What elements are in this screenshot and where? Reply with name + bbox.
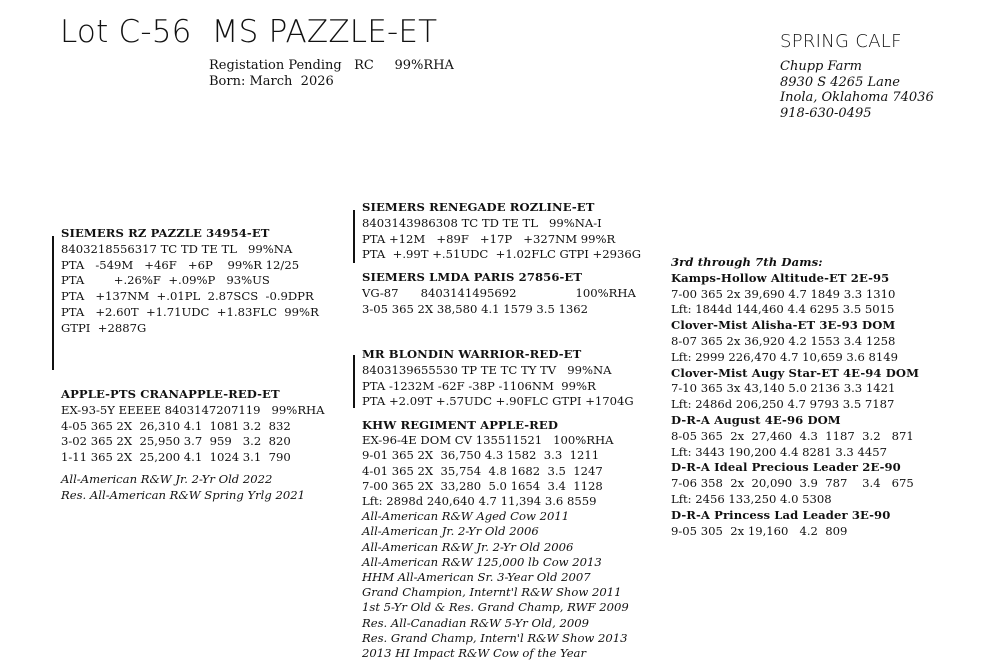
ancestor-dam-name: D-R-A Ideal Precious Leader 2E-90 — [671, 460, 901, 475]
ancestor-dam-name: Clover-Mist Augy Star-ET 4E-94 DOM — [671, 365, 920, 380]
dams-3-7-block — [671, 255, 919, 539]
ancestor-dam-name: D-R-A August 4E-96 DOM — [671, 412, 841, 427]
ancestor-dam-line: 7-06 358 2x 20,090 3.9 787 3.4 675 — [671, 476, 914, 491]
registration-info — [209, 58, 454, 90]
ancestor-dam-line: Lft: 2999 226,470 4.7 10,659 3.6 8149 — [671, 349, 899, 364]
lot-title: Lot C-56 MS PAZZLE-ET — [60, 14, 438, 50]
farm-address-line1: 8930 S 4265 Lane — [780, 74, 900, 90]
farm-name: Chupp Farm — [780, 59, 862, 74]
dam-line: 4-05 365 2X 26,310 4.1 1081 3.2 832 — [61, 418, 291, 433]
ancestor-dam-line: Lft: 2486d 206,250 4.7 9793 3.5 7187 — [671, 397, 895, 412]
dams-sire-line: 8403139655530 TP TE TC TY TV 99%NA — [362, 362, 612, 377]
dams-dam-award: HHM All-American Sr. 3-Year Old 2007 — [362, 570, 591, 585]
dams-dam-line: 4-01 365 2X 35,754 4.8 1682 3.5 1247 — [362, 463, 603, 478]
sires-sire-name: SIEMERS RENEGADE ROZLINE-ET — [362, 200, 595, 214]
dam-award: All-American R&W Jr. 2-Yr Old 2022 — [61, 472, 273, 486]
sires-sire-line: 8403143986308 TC TD TE TL 99%NA-I — [362, 215, 602, 230]
dams-dam-award: All-American R&W Aged Cow 2011 — [362, 509, 570, 524]
dams-dam-award: All-American R&W Jr. 2-Yr Old 2006 — [362, 539, 574, 554]
pedigree-bracket-sire — [52, 236, 54, 370]
ancestor-dam-line: 9-05 305 2x 19,160 4.2 809 — [671, 523, 848, 538]
dams-dam-award: All-American Jr. 2-Yr Old 2006 — [362, 524, 539, 539]
dams-dam-line: 9-01 365 2X 36,750 4.3 1582 3.3 1211 — [362, 448, 600, 463]
dam-line: 3-02 365 2X 25,950 3.7 959 3.2 820 — [61, 434, 291, 449]
dams-dam-award: Res. All-Canadian R&W 5-Yr Old, 2009 — [362, 615, 590, 630]
dams-sire-name: MR BLONDIN WARRIOR-RED-ET — [362, 347, 582, 361]
ancestor-dam-line: Lft: 1844d 144,460 4.4 6295 3.5 5015 — [671, 302, 895, 317]
farm-address-line2: Inola, Oklahoma 74036 — [780, 90, 934, 105]
sire-block — [61, 226, 319, 337]
sire-name: SIEMERS RZ PAZZLE 34954-ET — [61, 226, 270, 240]
dams-dam-award: 1st 5-Yr Old & Res. Grand Champ, RWF 2009 — [362, 600, 629, 615]
ancestor-dam-line: 8-05 365 2x 27,460 4.3 1187 3.2 871 — [671, 428, 914, 443]
ancestor-dam-line: Lft: 2456 133,250 4.0 5308 — [671, 491, 832, 506]
dams-dam-name: KHW REGIMENT APPLE-RED — [362, 418, 558, 432]
dams-dam-line: 7-00 365 2X 33,280 5.0 1654 3.4 1128 — [362, 478, 603, 493]
dams-sire-block — [362, 347, 634, 410]
registration-status: Registation Pending RC 99%RHA — [209, 58, 454, 73]
ancestor-dam-name: Clover-Mist Alisha-ET 3E-93 DOM — [671, 318, 896, 333]
dam-awards — [61, 472, 305, 504]
dam-award: Res. All-American R&W Spring Yrlg 2021 — [61, 487, 306, 502]
category-label: SPRING CALF — [780, 31, 902, 52]
dams-dam-line: Lft: 2898d 240,640 4.7 11,394 3.6 8559 — [362, 494, 597, 509]
sire-line: PTA +.26%F +.09%P 93%US — [61, 273, 270, 288]
ancestor-dam-name: D-R-A Princess Lad Leader 3E-90 — [671, 507, 891, 522]
dam-line: EX-93-5Y EEEEE 8403147207119 99%RHA — [61, 402, 325, 417]
sires-sire-line: PTA +.99T +.51UDC +1.02FLC GTPI +2936G — [362, 247, 642, 262]
pedigree-bracket-dams-sire — [353, 355, 355, 408]
dams-dam-award: Grand Champion, Internt'l R&W Show 2011 — [362, 585, 622, 600]
dams-dam-award: All-American R&W 125,000 lb Cow 2013 — [362, 554, 602, 569]
sires-sire-block — [362, 200, 641, 263]
sire-line: PTA -549M +46F +6P 99%R 12/25 — [61, 257, 300, 272]
farm-phone: 918-630-0495 — [780, 105, 872, 121]
sire-line: PTA +137NM +.01PL 2.87SCS -0.9DPR — [61, 289, 314, 304]
dam-name: APPLE-PTS CRANAPPLE-RED-ET — [61, 387, 280, 401]
dams-sire-line: PTA -1232M -62F -38P -1106NM 99%R — [362, 378, 596, 393]
sires-sire-line: PTA +12M +89F +17P +327NM 99%R — [362, 231, 616, 246]
ancestor-dam-line: 7-00 365 2x 39,690 4.7 1849 3.3 1310 — [671, 286, 896, 301]
dams-dam-award: 2013 HI Impact R&W Cow of the Year — [362, 646, 587, 661]
sires-dam-line: 3-05 365 2X 38,580 4.1 1579 3.5 1362 — [362, 301, 589, 316]
dam-block — [61, 387, 325, 466]
dams-3-7-heading: 3rd through 7th Dams: — [671, 255, 823, 269]
ancestor-dam-line: 8-07 365 2x 36,920 4.2 1553 3.4 1258 — [671, 333, 896, 348]
farm-contact — [780, 59, 934, 121]
ancestor-dam-name: Kamps-Hollow Altitude-ET 2E-95 — [671, 270, 890, 285]
sires-dam-line: VG-87 8403141495692 100%RHA — [362, 285, 636, 300]
sire-line: GTPI +2887G — [61, 320, 147, 335]
sires-dam-name: SIEMERS LMDA PARIS 27856-ET — [362, 270, 583, 284]
sire-line: 8403218556317 TC TD TE TL 99%NA — [61, 241, 293, 256]
pedigree-bracket-sires-sire — [353, 210, 355, 263]
dams-sire-line: PTA +2.09T +.57UDC +.90FLC GTPI +1704G — [362, 394, 634, 409]
dams-dam-block — [362, 418, 629, 661]
dams-dam-award: Res. Grand Champ, Intern'l R&W Show 2013 — [362, 630, 628, 645]
dam-line: 1-11 365 2X 25,200 4.1 1024 3.1 790 — [61, 450, 291, 465]
sire-line: PTA +2.60T +1.71UDC +1.83FLC 99%R — [61, 304, 319, 319]
ancestor-dam-line: Lft: 3443 190,200 4.4 8281 3.3 4457 — [671, 444, 888, 459]
sires-dam-block — [362, 270, 636, 317]
birth-date: Born: March 2026 — [209, 74, 334, 89]
ancestor-dam-line: 7-10 365 3x 43,140 5.0 2136 3.3 1421 — [671, 381, 896, 396]
dams-dam-line: EX-96-4E DOM CV 135511521 100%RHA — [362, 433, 614, 448]
